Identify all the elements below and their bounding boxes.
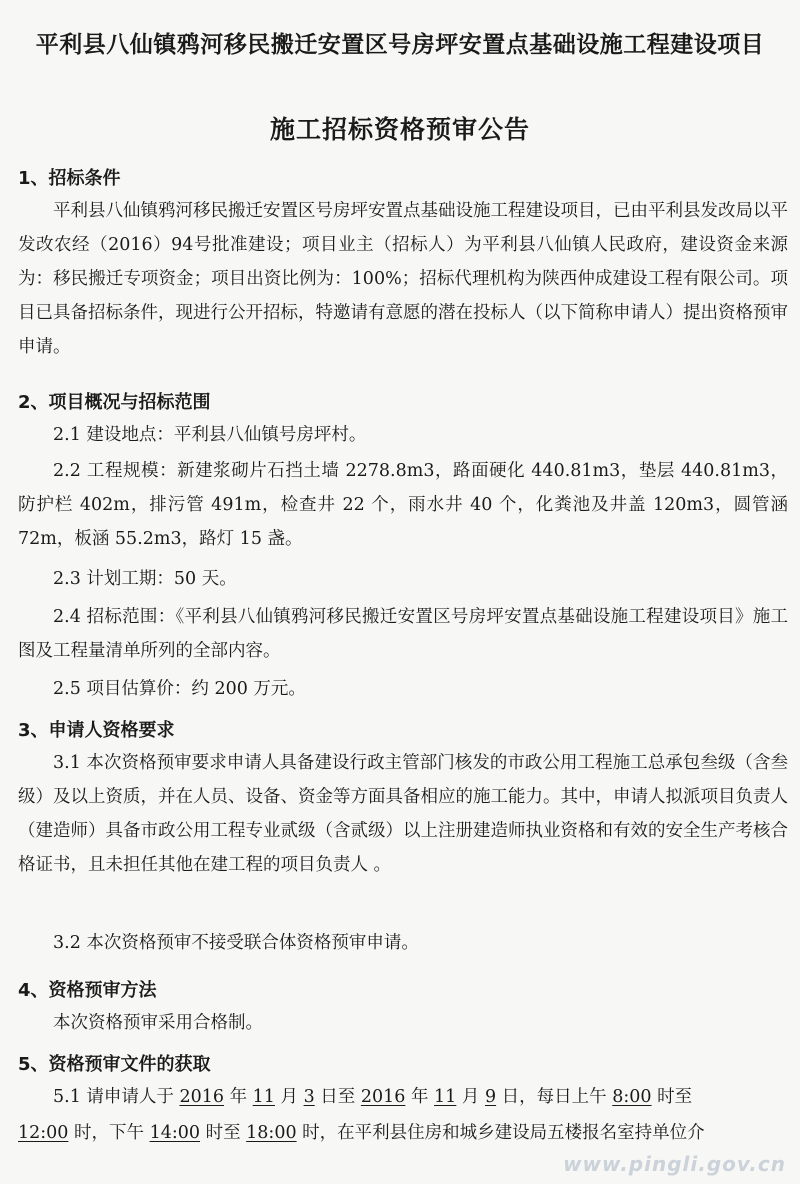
section-2-5: 2.5 项目估算价：约 200 万元。 [53, 679, 306, 699]
morning-end-time: 12:00 [18, 1123, 69, 1143]
site-watermark: www.pingli.gov.cn [563, 1152, 786, 1176]
text-fragment: 日，每日上午 [496, 1087, 613, 1107]
section-1-heading: 1、招标条件 [18, 168, 121, 189]
document-title-line2: 施工招标资格预审公告 [269, 115, 530, 144]
afternoon-start-time: 14:00 [149, 1123, 201, 1143]
section-2-4: 2.4 招标范围：《平利县八仙镇鸦河移民搬迁安置区号房坪安置点基础设施工程建设项目》施工图及工程量清单所列的全部内容。 [18, 607, 788, 661]
text-fragment: 年 [405, 1087, 435, 1107]
section-2-2: 2.2 工程规模：新建浆砌片石挡土墙 2278.8m3，路面硬化 440.81m3，垫层 440.81m3，防护栏 402m，排污管 491m，检查井 22 个，雨水井 40 个，化粪池及井盖 120m3，圆管涵 72m，板涵 55.2m3，路灯 15 盏。 [18, 461, 788, 549]
section-2-3: 2.3 计划工期：50 天。 [53, 569, 237, 589]
start-year: 2016 [179, 1087, 225, 1107]
section-3-heading: 3、申请人资格要求 [18, 720, 175, 741]
section-3-2: 3.2 本次资格预审不接受联合体资格预审申请。 [53, 933, 419, 953]
section-2-heading: 2、项目概况与招标范围 [18, 392, 211, 413]
text-fragment: 月 [274, 1087, 304, 1107]
section-1-paragraph: 平利县八仙镇鸦河移民搬迁安置区号房坪安置点基础设施工程建设项目，已由平利县发改局以平发改农经（2016）94号批准建设；项目业主（招标人）为平利县八仙镇人民政府，建设资金来源为：移民搬迁专项资金；项目出资比例为：100%；招标代理机构为陕西仲成建设工程有限公司。项目已具备招标条件，现进行公开招标，特邀请有意愿的潜在投标人（以下简称申请人）提出资格预审申请。 [18, 201, 788, 357]
start-day: 3 [303, 1087, 315, 1107]
section-5-1-line2 [18, 1116, 705, 1150]
text-fragment: 时，下午 [68, 1123, 150, 1143]
morning-start-time: 8:00 [612, 1087, 652, 1107]
end-year: 2016 [360, 1087, 406, 1107]
section-5-heading: 5、资格预审文件的获取 [18, 1054, 211, 1075]
text-fragment: 时至 [651, 1087, 693, 1107]
text-fragment: 日至 [314, 1087, 361, 1107]
section-5-1-line1 [53, 1080, 692, 1114]
section-3-1: 3.1 本次资格预审要求申请人具备建设行政主管部门核发的市政公用工程施工总承包叁级（含叁级）及以上资质，并在人员、设备、资金等方面具备相应的施工能力。其中，申请人拟派项目负责人（建造师）具备市政公用工程专业贰级（含贰级）以上注册建造师执业资格和有效的安全生产考核合格证书，且未担任其他在建工程的项目负责人 。 [18, 753, 788, 875]
end-month: 11 [434, 1087, 457, 1107]
start-month: 11 [252, 1087, 275, 1107]
text-fragment: 5.1 请申请人于 [53, 1087, 180, 1107]
section-4-heading: 4、资格预审方法 [18, 980, 157, 1001]
section-4-1: 本次资格预审采用合格制。 [53, 1013, 263, 1033]
end-day: 9 [484, 1087, 497, 1107]
text-fragment: 时至 [200, 1123, 247, 1143]
section-2-1: 2.1 建设地点：平利县八仙镇号房坪村。 [53, 425, 367, 445]
afternoon-end-time: 18:00 [246, 1123, 297, 1143]
text-fragment: 月 [456, 1087, 485, 1107]
text-fragment: 年 [224, 1087, 253, 1107]
text-fragment: 时，在平利县住房和城乡建设局五楼报名室持单位介 [296, 1123, 705, 1143]
document-title-line1: 平利县八仙镇鸦河移民搬迁安置区号房坪安置点基础设施工程建设项目 [35, 32, 765, 58]
